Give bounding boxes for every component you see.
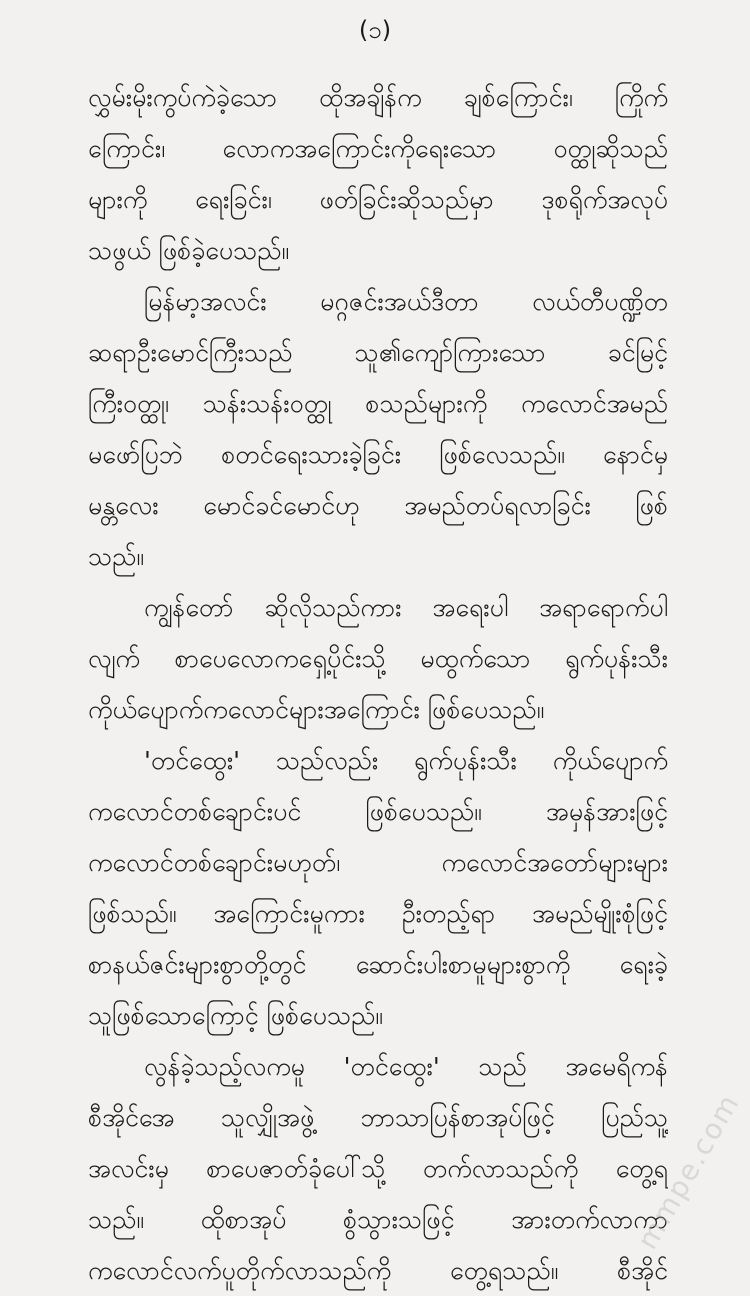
text-line: လွှမ်းမိုးကွပ်ကဲခဲ့သော ထိုအချိန်က ချစ်ကြောင်း၊ ကြိုက် [88,83,668,112]
paragraph-first-line: လွန်ခဲ့သည့်လကမူ 'တင်ထွေး' သည် အမေရိကန် [144,1052,668,1081]
text-line: သူဖြစ်သောကြောင့် ဖြစ်ပေသည်။ [88,1001,383,1030]
text-line: မန္တလေး မောင်ခင်မောင်ဟု အမည်တပ်ရလာခြင်း ဖြစ် [88,491,668,520]
text-line: ဆရာဦးမောင်ကြီးသည် သူ၏ကျော်ကြားသော ခင်မြင့် [88,338,668,367]
text-line: ကြီးဝတ္ထု၊ သန်းသန်းဝတ္ထု စသည်များကို ကလောင်အမည် [88,389,668,418]
text-line: များကို ရေးခြင်း၊ ဖတ်ခြင်းဆိုသည်မှာ ဒုစရိုက်အလုပ် [88,185,668,214]
text-line: ကြောင်း၊ လောကအကြောင်းကိုရေးသော ဝတ္ထုဆိုသည် [88,134,668,163]
paragraph-first-line: မြန်မာ့အလင်း မဂ္ဂဇင်းအယ်ဒီတာ လယ်တီပဏ္ဍိတ [144,287,668,316]
text-line: လျက် စာပေလောကရှေ့ပိုင်းသို့ မထွက်သော ရွက်ပုန်းသီး [88,644,668,673]
text-line: စီအိုင်အေ သူလျှိုအဖွဲ့ ဘာသာပြန်စာအုပ်ဖြင့် ပြည်သူ့ [88,1103,668,1132]
text-line: သည်။ ထိုစာအုပ် စွံသွားသဖြင့် အားတက်လာကာ [88,1205,668,1234]
text-line: သဖွယ် ဖြစ်ခဲ့ပေသည်။ [88,236,290,265]
text-line: ကလောင်တစ်ချောင်းမဟုတ်၊ ကလောင်အတော်များများ [88,848,668,877]
text-line: သည်။ [88,542,144,571]
body-text [88,72,668,1296]
text-line: မဖော်ပြဘဲ စတင်ရေးသားခဲ့ခြင်း ဖြစ်လေသည်။ နောင်မှ [88,440,668,469]
paragraph-first-line: ကျွန်တော် ဆိုလိုသည်ကား အရေးပါ အရာရောက်ပါ [144,593,668,622]
text-line: ကလောင်လက်ပူတိုက်လာသည်ကို တွေ့ရသည်။ စီအိုင် [88,1256,668,1285]
text-line: အလင်းမှ စာပေဇာတ်ခုံပေါ်သို့ တက်လာသည်ကို တွေ့ရ [88,1154,668,1183]
paragraph-first-line: 'တင်ထွေး' သည်လည်း ရွက်ပုန်းသီး ကိုယ်ပျောက် [144,746,668,775]
watermark: mmpe.com [630,1087,746,1255]
text-line: စာနယ်ဇင်းများစွာတို့တွင် ဆောင်းပါးစာမူများစွာကို ရေးခဲ့ [88,950,668,979]
text-line: ဖြစ်သည်။ အကြောင်းမူကား ဦးတည့်ရာ အမည်မျိုးစုံဖြင့် [88,899,668,928]
text-line: ကလောင်တစ်ချောင်းပင် ဖြစ်ပေသည်။ အမှန်အားဖြင့် [88,797,668,826]
text-line: ကိုယ်ပျောက်ကလောင်များအကြောင်း ဖြစ်ပေသည်။ [88,695,545,724]
page-number: (၁) [358,16,392,44]
